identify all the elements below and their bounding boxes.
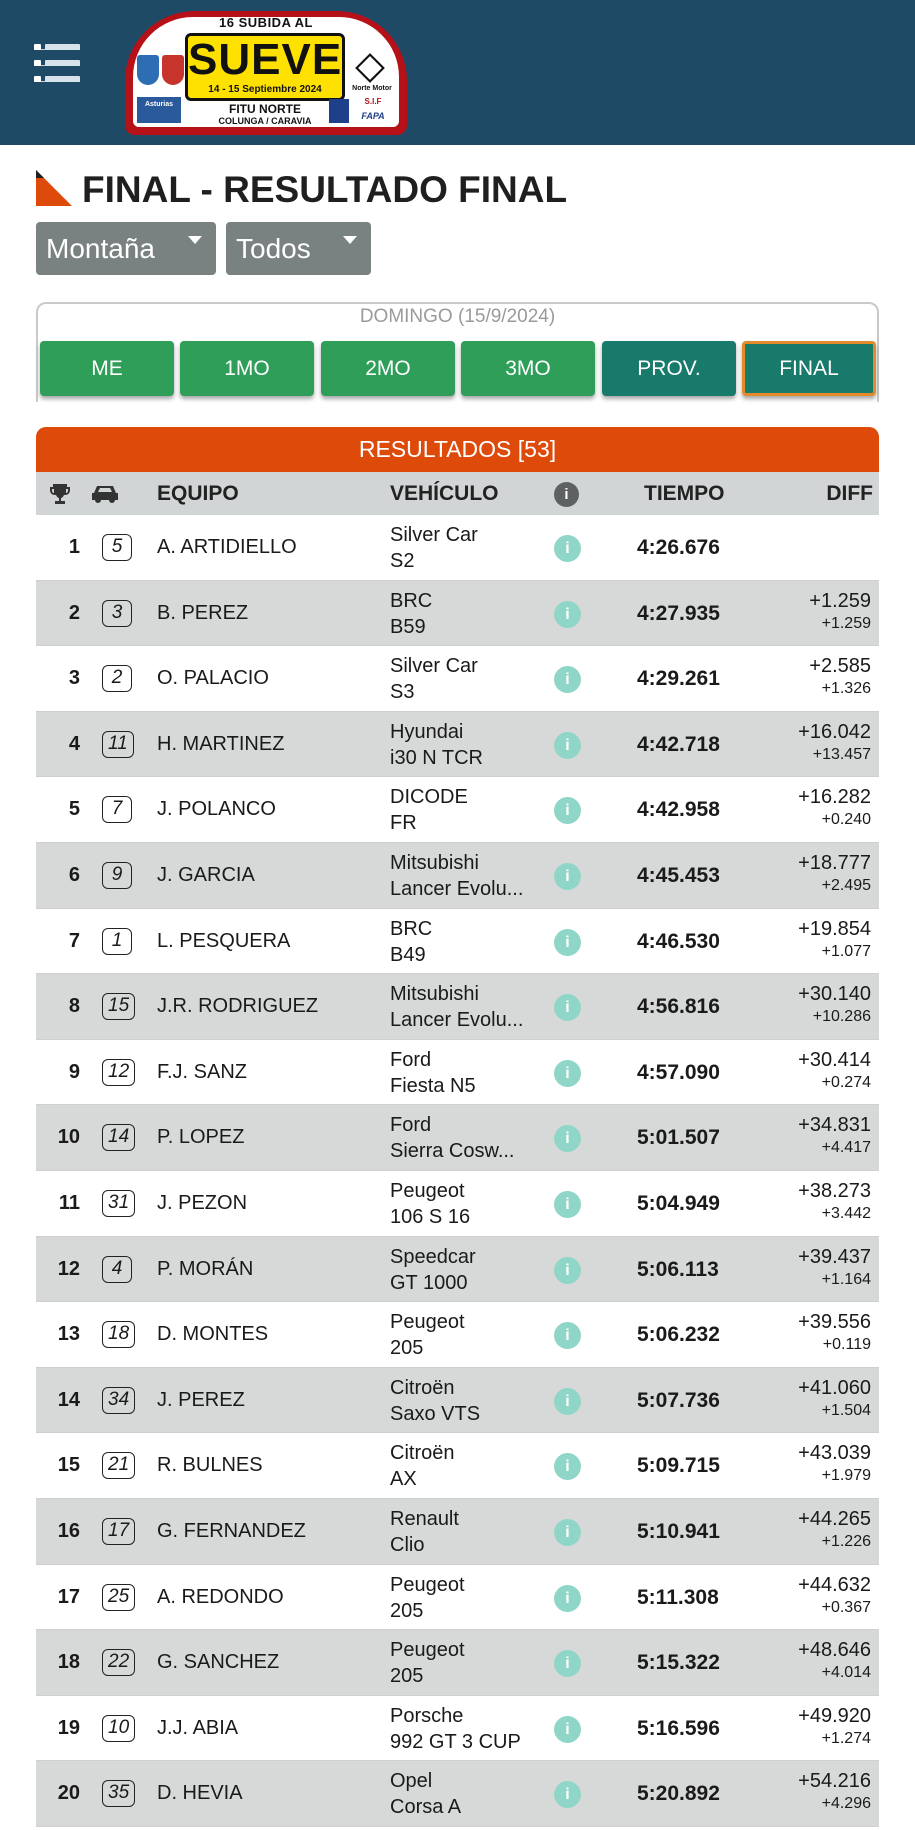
team-name: J.J. ABIA bbox=[157, 1716, 239, 1739]
position: 14 bbox=[57, 1388, 80, 1411]
vehicle-model: B49 bbox=[390, 943, 426, 966]
vehicle-make: Speedcar bbox=[390, 1245, 476, 1268]
car-number: 12 bbox=[102, 1059, 135, 1086]
time: 5:01.507 bbox=[637, 1126, 720, 1150]
position: 3 bbox=[68, 667, 80, 690]
time: 5:16.596 bbox=[637, 1716, 720, 1740]
stage-tab-1mo[interactable]: 1MO bbox=[180, 341, 314, 396]
vehicle-model: GT 1000 bbox=[390, 1271, 468, 1294]
table-row[interactable] bbox=[36, 515, 879, 581]
time: 5:11.308 bbox=[637, 1585, 719, 1609]
car-number: 18 bbox=[102, 1321, 135, 1348]
diff bbox=[798, 785, 871, 831]
position: 10 bbox=[57, 1126, 80, 1149]
vehicle bbox=[390, 1112, 514, 1164]
vehicle-model: Corsa A bbox=[390, 1796, 462, 1819]
vehicle-model: AX bbox=[390, 1468, 417, 1491]
diff-previous: +4.014 bbox=[821, 1664, 871, 1682]
position: 9 bbox=[68, 1060, 80, 1083]
group-select[interactable] bbox=[226, 222, 371, 275]
vehicle bbox=[390, 850, 523, 902]
flag-corner-icon bbox=[36, 170, 72, 206]
stage-tab-3mo[interactable]: 3MO bbox=[461, 341, 595, 396]
time: 5:07.736 bbox=[637, 1388, 720, 1412]
app-header bbox=[0, 0, 915, 145]
table-row[interactable] bbox=[36, 1368, 879, 1434]
table-row[interactable] bbox=[36, 581, 879, 647]
car-number: 15 bbox=[102, 993, 135, 1020]
car-number: 35 bbox=[102, 1780, 135, 1807]
vehicle-make: Citroën bbox=[390, 1442, 455, 1465]
team-name: J. PEZON bbox=[157, 1191, 248, 1214]
team-name: J.R. RODRIGUEZ bbox=[157, 995, 319, 1018]
diff bbox=[798, 720, 871, 766]
car-number: 25 bbox=[102, 1584, 135, 1611]
diff bbox=[798, 1048, 871, 1094]
vehicle-make: BRC bbox=[390, 917, 433, 940]
coat-of-arms-icon bbox=[137, 55, 159, 85]
logo-main-panel bbox=[185, 33, 345, 101]
time: 4:42.718 bbox=[637, 732, 720, 756]
table-row[interactable] bbox=[36, 1565, 879, 1631]
team-name: J. PEREZ bbox=[157, 1388, 245, 1411]
team-name: A. ARTIDIELLO bbox=[157, 536, 297, 558]
vehicle-make: Silver Car bbox=[390, 524, 478, 546]
info-icon[interactable]: i bbox=[554, 929, 581, 956]
diff bbox=[798, 1441, 871, 1487]
table-row[interactable] bbox=[36, 1237, 879, 1303]
results-header: RESULTADOS [53] bbox=[36, 427, 879, 472]
column-team: EQUIPO bbox=[157, 482, 239, 505]
asturias-sponsor: Asturias bbox=[137, 97, 181, 123]
diff bbox=[798, 1704, 871, 1750]
vehicle bbox=[390, 1703, 521, 1755]
info-icon[interactable]: i bbox=[554, 1716, 581, 1743]
vehicle-model: Saxo VTS bbox=[390, 1402, 481, 1425]
time: 4:42.958 bbox=[637, 798, 720, 822]
diff bbox=[798, 982, 871, 1028]
info-icon[interactable]: i bbox=[554, 535, 581, 562]
table-row[interactable] bbox=[36, 1696, 879, 1762]
table-header bbox=[36, 472, 879, 515]
info-icon[interactable]: i bbox=[554, 994, 581, 1021]
vehicle-make: Peugeot bbox=[390, 1311, 465, 1334]
diff-leader: +18.777 bbox=[798, 851, 871, 874]
sponsor-norte-motor: Norte Motor bbox=[352, 85, 392, 92]
stage-tab-2mo[interactable]: 2MO bbox=[321, 341, 455, 396]
diff-leader: +43.039 bbox=[798, 1442, 871, 1465]
chevron-down-icon bbox=[188, 236, 202, 244]
car-number: 10 bbox=[102, 1715, 135, 1742]
position: 19 bbox=[57, 1716, 80, 1739]
diff-leader: +39.556 bbox=[798, 1311, 871, 1334]
vehicle-model: Fiesta N5 bbox=[390, 1074, 476, 1097]
vehicle-model: Sierra Cosw... bbox=[390, 1140, 515, 1163]
vehicle-model: S3 bbox=[390, 681, 415, 704]
position: 18 bbox=[57, 1651, 80, 1674]
table-row[interactable] bbox=[36, 712, 879, 778]
day-label: DOMINGO (15/9/2024) bbox=[359, 306, 556, 327]
vehicle bbox=[390, 1572, 465, 1624]
time: 4:46.530 bbox=[637, 929, 720, 953]
diff bbox=[798, 1179, 871, 1225]
vehicle-model: 205 bbox=[390, 1337, 424, 1360]
trophy-icon bbox=[48, 482, 72, 506]
vehicle bbox=[390, 1178, 470, 1230]
diff-previous: +3.442 bbox=[821, 1204, 871, 1222]
vehicle bbox=[390, 784, 468, 836]
logo-dates: 14 - 15 Septiembre 2024 bbox=[208, 84, 322, 95]
vehicle bbox=[390, 1375, 480, 1427]
vehicle-make: Opel bbox=[390, 1770, 433, 1793]
time: 4:26.676 bbox=[637, 536, 720, 559]
category-select[interactable] bbox=[36, 222, 216, 275]
vehicle bbox=[390, 588, 432, 640]
vehicle bbox=[390, 1768, 461, 1820]
position: 13 bbox=[57, 1323, 80, 1346]
team-name: R. BULNES bbox=[157, 1454, 263, 1477]
info-icon[interactable]: i bbox=[554, 1322, 581, 1349]
diff-previous: +1.226 bbox=[821, 1532, 871, 1550]
position: 17 bbox=[57, 1585, 80, 1608]
results-table bbox=[36, 515, 879, 1827]
column-time: TIEMPO bbox=[644, 482, 725, 505]
table-row[interactable] bbox=[36, 843, 879, 909]
diff-leader: +49.920 bbox=[798, 1704, 871, 1727]
column-vehicle: VEHÍCULO bbox=[390, 482, 499, 505]
stage-tab-me[interactable]: ME bbox=[40, 341, 174, 396]
diff-previous: +1.326 bbox=[821, 680, 871, 698]
position: 15 bbox=[57, 1454, 80, 1477]
team-name: H. MARTINEZ bbox=[157, 732, 285, 755]
team-name: D. HEVIA bbox=[157, 1782, 243, 1805]
logo-location: COLUNGA / CARAVIA bbox=[218, 116, 312, 126]
logo-title: SUEVE bbox=[188, 35, 343, 84]
vehicle-make: Peugeot bbox=[390, 1639, 465, 1662]
stage-tab-final[interactable]: FINAL bbox=[742, 341, 876, 396]
team-name: G. FERNANDEZ bbox=[157, 1519, 306, 1542]
position: 6 bbox=[68, 863, 80, 886]
vehicle bbox=[390, 653, 478, 705]
logo-fitu: FITU NORTE bbox=[229, 102, 301, 116]
table-row[interactable] bbox=[36, 777, 879, 843]
vehicle-model: 205 bbox=[390, 1599, 424, 1622]
category-select-value: Montaña bbox=[46, 233, 155, 264]
team-name: B. PEREZ bbox=[157, 601, 249, 624]
table-row[interactable] bbox=[36, 974, 879, 1040]
car-number: 5 bbox=[102, 534, 132, 561]
info-icon[interactable]: i bbox=[554, 1191, 581, 1218]
car-number: 22 bbox=[102, 1649, 135, 1676]
info-icon[interactable]: i bbox=[554, 1585, 581, 1612]
event-logo[interactable] bbox=[125, 3, 407, 135]
diff-leader: +1.259 bbox=[809, 589, 871, 612]
info-icon[interactable]: i bbox=[554, 732, 581, 759]
diff-previous: +1.164 bbox=[821, 1270, 871, 1288]
diff-leader: +34.831 bbox=[798, 1114, 871, 1137]
diff bbox=[798, 1573, 871, 1619]
team-name: L. PESQUERA bbox=[157, 929, 291, 952]
position: 4 bbox=[68, 732, 80, 755]
vehicle-model: S2 bbox=[390, 550, 415, 572]
info-icon[interactable]: i bbox=[554, 666, 581, 693]
car-number: 14 bbox=[102, 1124, 135, 1151]
vehicle-make: Peugeot bbox=[390, 1573, 465, 1596]
table-row[interactable] bbox=[36, 1105, 879, 1171]
team-name: F.J. SANZ bbox=[157, 1060, 248, 1083]
team-name: G. SANCHEZ bbox=[157, 1651, 280, 1674]
diff-previous: +0.119 bbox=[822, 1336, 871, 1354]
diff bbox=[798, 1376, 871, 1422]
diff-leader: +16.282 bbox=[798, 786, 871, 809]
diff bbox=[798, 1310, 871, 1356]
vehicle-make: Peugeot bbox=[390, 1179, 465, 1202]
car-number: 34 bbox=[102, 1387, 135, 1414]
diff-leader: +41.060 bbox=[798, 1376, 871, 1399]
info-icon[interactable]: i bbox=[554, 1257, 581, 1284]
time: 5:10.941 bbox=[637, 1519, 720, 1543]
diff-previous: +0.274 bbox=[821, 1073, 871, 1091]
vehicle-make: Silver Car bbox=[390, 655, 478, 678]
vehicle-model: B59 bbox=[390, 615, 426, 638]
vehicle-model: FR bbox=[390, 812, 417, 835]
chevron-down-icon bbox=[343, 236, 357, 244]
vehicle-model: Lancer Evolu... bbox=[390, 877, 524, 900]
vehicle-model: 106 S 16 bbox=[390, 1205, 471, 1228]
diff-previous: +4.417 bbox=[821, 1139, 871, 1157]
team-name: P. LOPEZ bbox=[157, 1126, 245, 1149]
vehicle-model: i30 N TCR bbox=[390, 746, 483, 769]
car-number: 2 bbox=[102, 665, 132, 692]
car-number: 17 bbox=[102, 1518, 135, 1545]
position: 20 bbox=[57, 1782, 80, 1805]
table-row[interactable] bbox=[36, 1302, 879, 1368]
vehicle-make: Mitsubishi bbox=[390, 851, 479, 874]
table-row[interactable] bbox=[36, 1040, 879, 1106]
position: 1 bbox=[68, 536, 80, 558]
stage-tab-prov[interactable]: PROV. bbox=[602, 341, 736, 396]
car-number: 31 bbox=[102, 1190, 135, 1217]
car-number: 3 bbox=[102, 600, 132, 627]
time: 5:20.892 bbox=[637, 1782, 720, 1806]
info-icon[interactable]: i bbox=[554, 797, 581, 824]
vehicle-model: 205 bbox=[390, 1665, 424, 1688]
sponsor-fapa: FAPA bbox=[361, 111, 385, 121]
diff-leader: +44.265 bbox=[798, 1507, 871, 1530]
car-number: 11 bbox=[102, 731, 134, 758]
diff-leader: +2.585 bbox=[809, 655, 871, 678]
diff-leader: +30.140 bbox=[798, 983, 871, 1006]
diff-previous: +0.240 bbox=[821, 811, 871, 829]
diff-previous: +1.979 bbox=[821, 1467, 871, 1485]
position: 12 bbox=[57, 1257, 80, 1280]
time: 5:06.113 bbox=[637, 1257, 719, 1281]
team-name: J. GARCIA bbox=[157, 863, 255, 886]
info-icon[interactable]: i bbox=[554, 863, 581, 890]
time: 4:29.261 bbox=[637, 667, 720, 691]
vehicle-make: Citroën bbox=[390, 1376, 455, 1399]
car-number: 7 bbox=[102, 796, 132, 823]
diff-previous: +0.367 bbox=[821, 1598, 871, 1616]
info-icon[interactable]: i bbox=[554, 1125, 581, 1152]
info-icon[interactable]: i bbox=[554, 1781, 581, 1808]
diff-previous: +4.296 bbox=[821, 1795, 871, 1813]
position: 2 bbox=[68, 601, 80, 624]
info-icon[interactable]: i bbox=[554, 1650, 581, 1677]
vehicle-make: DICODE bbox=[390, 786, 468, 809]
table-row[interactable] bbox=[36, 1499, 879, 1565]
table-row[interactable] bbox=[36, 1171, 879, 1237]
time: 4:45.453 bbox=[637, 863, 720, 887]
diff bbox=[798, 1245, 871, 1291]
vehicle-make: BRC bbox=[390, 589, 433, 612]
diff bbox=[798, 1769, 871, 1815]
vehicle-make: Ford bbox=[390, 1114, 432, 1137]
diff-previous: +2.495 bbox=[821, 876, 871, 894]
time: 5:06.232 bbox=[637, 1323, 720, 1347]
table-row[interactable] bbox=[36, 1761, 879, 1827]
position: 11 bbox=[58, 1191, 80, 1214]
column-diff: DIFF bbox=[826, 482, 873, 505]
diff bbox=[798, 1113, 871, 1159]
info-icon: i bbox=[554, 482, 579, 507]
table-row[interactable] bbox=[36, 1630, 879, 1696]
vehicle-model: Clio bbox=[390, 1533, 425, 1556]
time: 4:56.816 bbox=[637, 995, 720, 1019]
diff bbox=[809, 589, 871, 635]
diff-previous: +1.274 bbox=[821, 1729, 871, 1747]
vehicle bbox=[390, 1637, 465, 1689]
coat-of-arms-icon bbox=[162, 55, 184, 85]
diff-leader: +38.273 bbox=[798, 1179, 871, 1202]
diff bbox=[809, 654, 871, 700]
position: 5 bbox=[68, 798, 80, 821]
table-row[interactable] bbox=[36, 646, 879, 712]
diff-previous: +1.504 bbox=[821, 1401, 871, 1419]
time: 4:57.090 bbox=[637, 1060, 720, 1084]
group-select-value: Todos bbox=[236, 233, 311, 264]
team-name: O. PALACIO bbox=[157, 667, 269, 690]
team-name: A. REDONDO bbox=[157, 1585, 284, 1608]
diff-previous: +10.286 bbox=[812, 1008, 871, 1026]
time: 5:15.322 bbox=[637, 1651, 720, 1675]
car-number: 21 bbox=[102, 1452, 135, 1479]
diff-leader: +44.632 bbox=[798, 1573, 871, 1596]
vehicle-make: Porsche bbox=[390, 1704, 464, 1727]
menu-icon[interactable] bbox=[34, 44, 80, 82]
diff bbox=[798, 1638, 871, 1684]
vehicle bbox=[390, 1506, 459, 1558]
vehicle bbox=[390, 1440, 454, 1492]
car-number: 4 bbox=[102, 1256, 132, 1283]
team-name: D. MONTES bbox=[157, 1323, 269, 1346]
diff-leader: +30.414 bbox=[798, 1048, 871, 1071]
info-icon[interactable]: i bbox=[554, 1453, 581, 1480]
car-icon bbox=[90, 484, 120, 504]
position: 7 bbox=[68, 929, 80, 952]
info-icon[interactable]: i bbox=[554, 1519, 581, 1546]
time: 5:09.715 bbox=[637, 1454, 720, 1478]
table-row[interactable] bbox=[36, 1433, 879, 1499]
info-icon[interactable]: i bbox=[554, 1388, 581, 1415]
table-row[interactable] bbox=[36, 909, 879, 975]
vehicle bbox=[390, 916, 432, 968]
vehicle-model: 992 GT 3 CUP bbox=[390, 1730, 521, 1753]
page-title: FINAL - RESULTADO FINAL bbox=[82, 169, 568, 210]
diff-leader: +16.042 bbox=[798, 720, 871, 743]
diff-leader: +48.646 bbox=[798, 1639, 871, 1662]
car-number: 9 bbox=[102, 862, 132, 889]
vehicle bbox=[390, 1047, 476, 1099]
vehicle bbox=[390, 981, 523, 1033]
diff-leader: +39.437 bbox=[798, 1245, 871, 1268]
vehicle bbox=[390, 1309, 465, 1361]
vehicle-make: Renault bbox=[390, 1507, 459, 1530]
vehicle bbox=[390, 719, 483, 771]
diff-previous: +13.457 bbox=[812, 745, 871, 763]
vehicle-make: Hyundai bbox=[390, 720, 464, 743]
vehicle-make: Mitsubishi bbox=[390, 983, 479, 1006]
team-name: J. POLANCO bbox=[157, 798, 276, 821]
team-name: P. MORÁN bbox=[157, 1257, 254, 1280]
vehicle-make: Ford bbox=[390, 1048, 432, 1071]
vehicle-model: Lancer Evolu... bbox=[390, 1009, 524, 1032]
vehicle bbox=[390, 522, 478, 574]
time: 5:04.949 bbox=[637, 1191, 720, 1215]
position: 16 bbox=[57, 1519, 80, 1542]
position: 8 bbox=[68, 995, 80, 1018]
car-number: 1 bbox=[102, 928, 132, 955]
info-icon[interactable]: i bbox=[554, 1060, 581, 1087]
diff-previous: +1.259 bbox=[821, 614, 871, 632]
diff-leader: +19.854 bbox=[798, 917, 871, 940]
vehicle bbox=[390, 1244, 476, 1296]
diff bbox=[798, 851, 871, 897]
time: 4:27.935 bbox=[637, 601, 720, 625]
logo-topline: 16 SUBIDA AL bbox=[219, 15, 313, 30]
info-icon[interactable]: i bbox=[554, 601, 581, 628]
diff-previous: +1.077 bbox=[821, 942, 871, 960]
diff bbox=[798, 917, 871, 963]
sponsor-sif: S.I.F bbox=[364, 97, 382, 106]
diff-leader: +54.216 bbox=[798, 1770, 871, 1793]
sponsor-badge-icon bbox=[329, 99, 349, 123]
diff bbox=[798, 1507, 871, 1553]
